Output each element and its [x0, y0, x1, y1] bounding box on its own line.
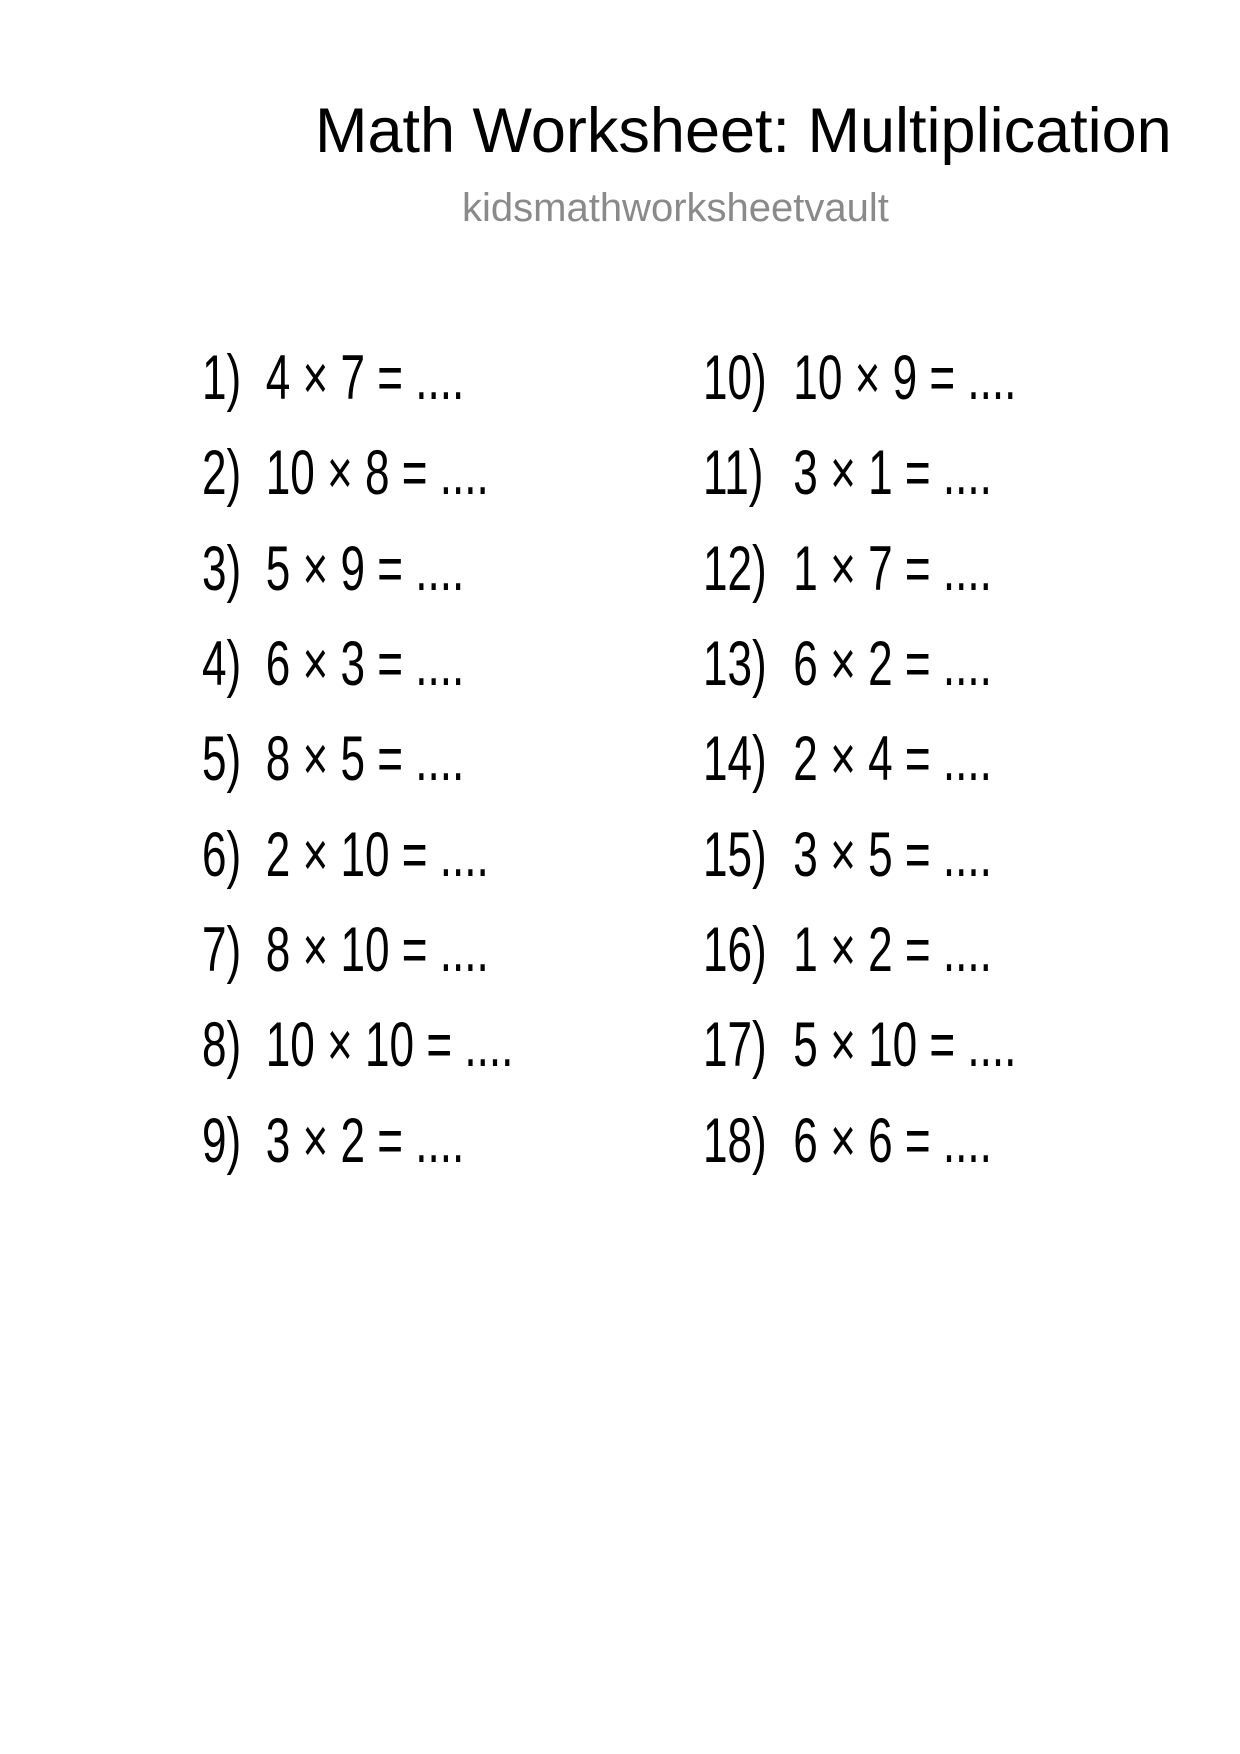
- problem-expression: 5 × 10 = ....: [793, 1010, 1017, 1081]
- problem-expression: 2 × 10 = ....: [265, 819, 489, 890]
- problem-number: 18): [703, 1105, 767, 1176]
- problem-row: [703, 438, 1016, 537]
- problem-row: [202, 819, 513, 919]
- problem-row: [703, 1105, 1016, 1205]
- problem-row: [703, 914, 1016, 1014]
- problem-row: [703, 533, 1016, 633]
- problem-row: [202, 914, 513, 1014]
- problem-expression: 1 × 7 = ....: [793, 533, 992, 604]
- problem-number: 16): [703, 914, 767, 985]
- problem-row: [703, 1010, 1017, 1109]
- problem-expression: 6 × 2 = ....: [793, 628, 992, 699]
- problem-expression: 4 × 7 = ....: [265, 343, 465, 413]
- problem-number: 4): [202, 628, 242, 699]
- problem-number: 11): [703, 438, 764, 509]
- page-subtitle: kidsmathworksheetvault: [462, 186, 889, 230]
- problem-row: [703, 343, 1017, 442]
- problem-number: 15): [703, 819, 767, 890]
- problem-number: 5): [202, 724, 242, 795]
- problem-expression: 3 × 1 = ....: [793, 438, 992, 509]
- problem-row: [703, 628, 1016, 728]
- problem-expression: 10 × 8 = ....: [265, 438, 489, 509]
- problem-expression: 3 × 5 = ....: [793, 819, 992, 890]
- problem-row: [202, 628, 513, 728]
- problem-number: 13): [703, 628, 767, 699]
- problem-number: 17): [703, 1010, 767, 1081]
- problem-row: [703, 724, 1016, 823]
- problem-row: [202, 724, 513, 823]
- problem-row: [202, 438, 513, 537]
- problem-expression: 3 × 2 = ....: [265, 1105, 465, 1176]
- problem-row: [703, 819, 1016, 919]
- problem-expression: 5 × 9 = ....: [265, 533, 465, 604]
- problem-number: 2): [202, 438, 242, 509]
- problem-expression: 6 × 3 = ....: [265, 628, 465, 699]
- problem-number: 10): [703, 343, 767, 413]
- problem-expression: 2 × 4 = ....: [793, 724, 992, 795]
- problem-expression: 10 × 10 = ....: [265, 1010, 514, 1081]
- problem-number: 14): [703, 724, 767, 795]
- problem-expression: 8 × 10 = ....: [265, 914, 489, 985]
- problem-number: 6): [202, 819, 242, 890]
- problem-row: [202, 533, 513, 633]
- problems-column-left: [202, 343, 647, 1205]
- problem-number: 1): [202, 343, 242, 413]
- page-title: Math Worksheet: Multiplication: [315, 96, 1172, 166]
- problem-expression: 1 × 2 = ....: [793, 914, 992, 985]
- problem-number: 9): [202, 1105, 242, 1176]
- problem-number: 7): [202, 914, 242, 985]
- problem-row: [202, 1105, 513, 1205]
- problem-number: 3): [202, 533, 242, 604]
- problem-expression: 6 × 6 = ....: [793, 1105, 992, 1176]
- problems-column-right: [703, 343, 1151, 1205]
- problem-number: 8): [202, 1010, 242, 1081]
- problem-row: [202, 1010, 514, 1109]
- problem-expression: 10 × 9 = ....: [793, 343, 1017, 413]
- problem-row: [202, 343, 513, 442]
- problem-expression: 8 × 5 = ....: [265, 724, 465, 795]
- problem-number: 12): [703, 533, 767, 604]
